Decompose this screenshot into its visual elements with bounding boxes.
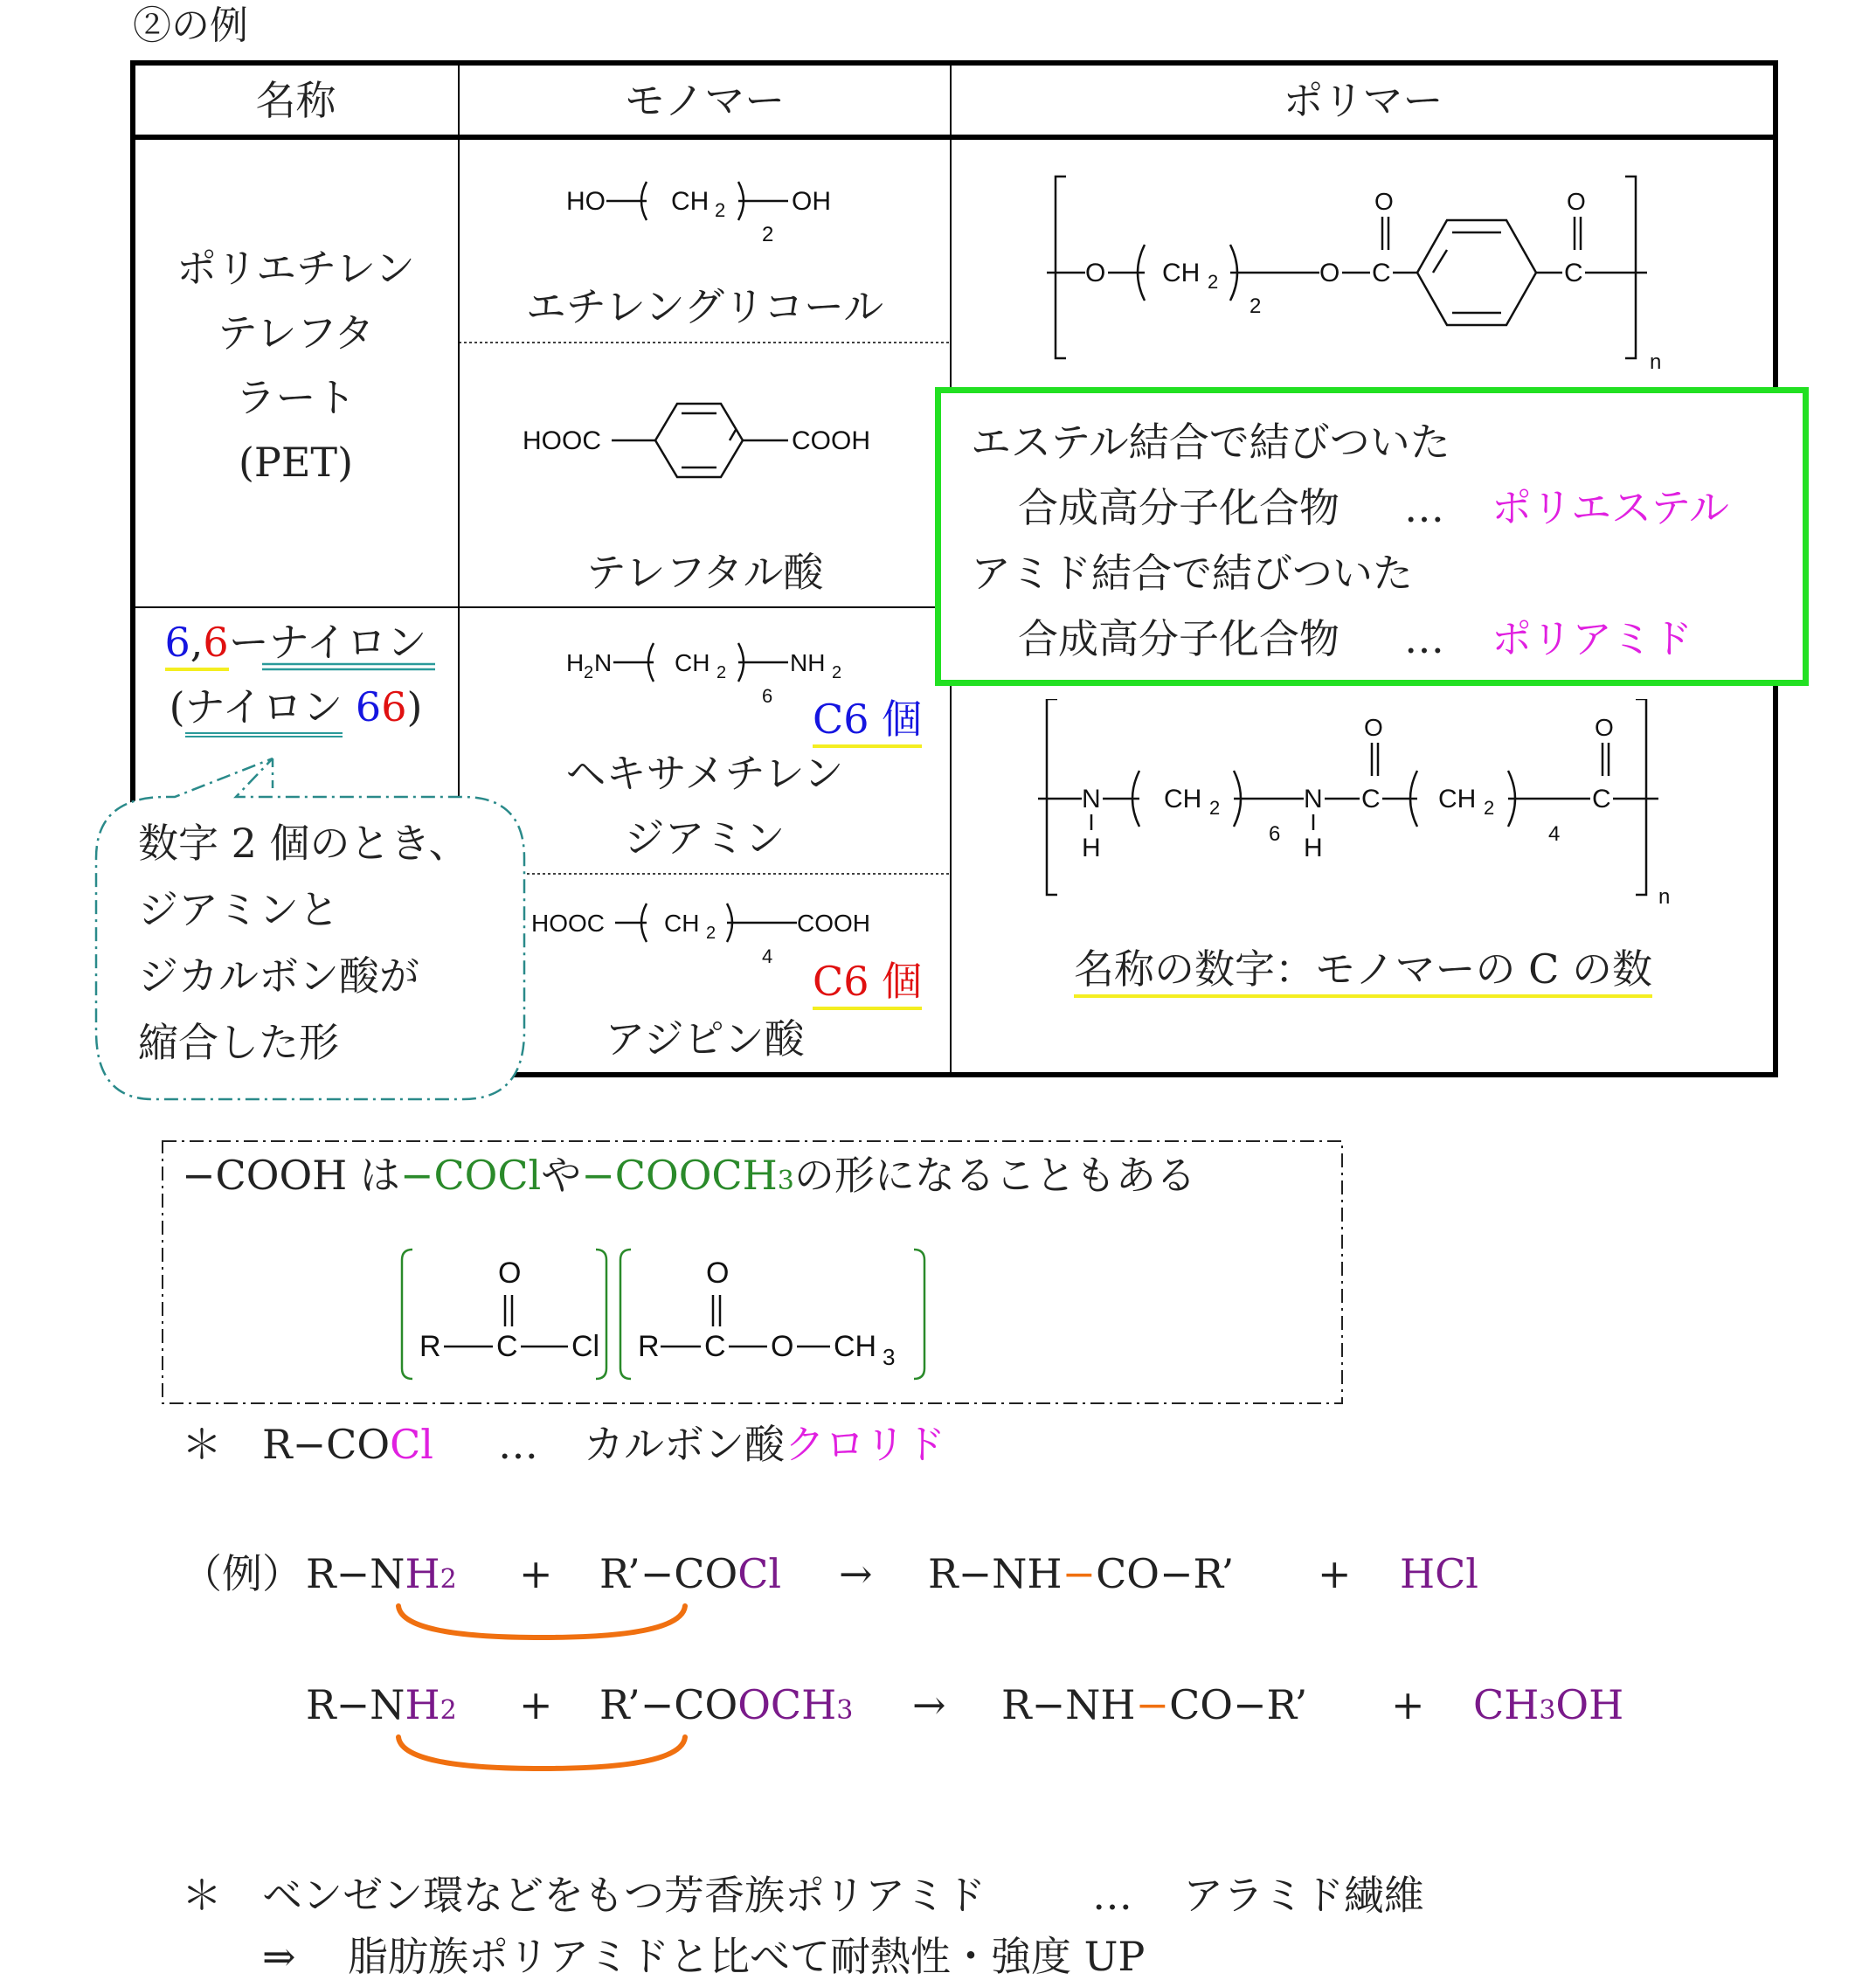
header-name: 名称 [255,77,336,124]
f1-o: O [498,1257,522,1290]
rxn2-h-sub: 2 [440,1695,457,1726]
pet-name-line: ポリエチレン [176,245,415,292]
ethylene-glycol-name: エチレングリコール [525,283,884,330]
callout-line: ジカルボン酸が [138,952,419,1000]
f1-r: R [419,1330,441,1363]
amide-compound: 合成高分子化合物 [1018,615,1340,662]
note3-arrow: ⇒ [262,1933,296,1980]
aramid-fiber-text: アラミド繊維 [1183,1872,1424,1919]
pet-name-line: (PET) [238,439,354,486]
hmda-ch: CH [675,649,710,676]
nylon-polymer-structure [1031,699,1678,917]
aa-ch-sub: 2 [706,924,716,943]
rxn2-rn: R−N [306,1681,405,1728]
polyamide-term: ポリアミド [1492,615,1693,662]
pet-o1: O [1085,259,1106,287]
f2-o: O [706,1257,730,1290]
polymer-type-box [935,387,1809,686]
rxn2-cor: CO−R’ [1169,1681,1308,1728]
pet-ch: CH [1162,259,1201,287]
ester-dots: … [1404,484,1444,531]
terephthalic-acid-name: テレフタル酸 [585,549,824,596]
acyl-structures [393,1241,952,1389]
ny-ch1: CH [1164,785,1202,813]
cooh-text: −COOH は [182,1152,400,1199]
polyester-term: ポリエステル [1492,484,1729,531]
rxn1-plus: + [519,1550,553,1597]
ester-line: エステル結合で結びついた [971,419,1450,466]
hmda-h: H [566,649,585,676]
pet-o2: O [1319,259,1340,287]
nylon-66b: 6 [381,683,407,730]
rxn1-arrow: → [839,1550,873,1597]
ny-n6: 6 [1269,822,1281,846]
acid-chloride-note [262,1421,434,1468]
paren-close: ) [406,683,423,730]
hmda-name-line1: ヘキサメチレン [565,750,844,797]
rxn1-cor: CO−R’ [1096,1550,1235,1597]
callout-line: 縮合した形 [138,1019,339,1066]
hmda-name-line2: ジアミン [624,814,786,862]
rxn2-elimination-arc [384,1730,699,1783]
rxn2-plus: + [519,1681,553,1728]
ny-ch2-sub: 2 [1484,797,1495,819]
ny-h2: H [1304,834,1323,862]
carboxylic-text: カルボン酸 [584,1421,785,1468]
pet-n2: 2 [1250,294,1262,318]
rxn1-cl: Cl [737,1550,782,1597]
eg-ch-sub: 2 [715,199,726,221]
ny-c1: C [1361,785,1381,813]
ta-left: HOOC [523,426,601,455]
rxn1-elimination-arc [384,1599,699,1651]
ny-n1: N [1082,785,1101,813]
nylon-number-note [951,945,1776,993]
rxn2-plus2: + [1391,1681,1425,1728]
header-polymer: ポリマー [1283,77,1443,124]
pet-o-top2: O [1567,188,1586,215]
eg-ch: CH [671,187,710,216]
cl-text: Cl [390,1421,434,1468]
ny-c2: C [1592,785,1611,813]
aa-ch: CH [664,910,700,937]
f2-r: R [638,1330,660,1363]
f1-c: C [496,1330,518,1363]
ny-ch2: CH [1438,785,1477,813]
hmda-h-sub: 2 [584,663,594,682]
rco-text: R−CO [262,1421,391,1468]
rxn1-bond: − [1062,1550,1097,1597]
strength-note: 脂肪族ポリアミドと比べて耐熱性・強度 UP [348,1933,1146,1980]
pet-ch-sub: 2 [1208,271,1219,293]
note1-dots: … [498,1421,538,1468]
acid-chloride-name [584,1421,945,1468]
nylon-66a: 6 [355,683,382,730]
nylon-6b: 6 [203,619,228,671]
rxn2-h: H [405,1681,440,1728]
rxn2-och: OCH [737,1681,837,1728]
rxn1-amine [306,1550,457,1597]
rxn1-rnh: R−NH [928,1550,1063,1597]
ta-right: COOH [792,426,870,455]
rxn2-ch: CH [1473,1681,1540,1728]
ny-o2: O [1595,714,1614,741]
eg-oh: OH [792,187,831,216]
pet-n: n [1650,350,1662,374]
note2-dots: … [1092,1872,1132,1919]
amide-line: アミド結合で結びついた [971,550,1413,597]
section-heading: ②の例 [133,3,248,48]
rxn1-hcl: HCl [1400,1550,1479,1597]
rxn2-rnh: R−NH [1001,1681,1136,1728]
star-1: ＊ [182,1421,222,1468]
aa-n4: 4 [762,945,773,967]
rxn1-amide [928,1550,1235,1597]
pet-o-top1: O [1374,188,1394,215]
cooch3-sub: 3 [777,1166,794,1196]
derivative-text [182,1152,1196,1199]
rxn1-rn: R−N [306,1550,405,1597]
rxn1-h-sub: 2 [440,1564,457,1595]
star-2: ＊ [182,1872,222,1919]
hmda-n: N [594,649,613,676]
adipic-acid-name: アジピン酸 [605,1015,805,1063]
form-text: の形になることもある [793,1152,1196,1199]
nylon-note-text: 名称の数字：モノマーの C の数 [1074,945,1652,998]
hmda-nh: NH [790,649,826,676]
aa-count-text: C6 個 [813,958,922,1010]
rxn2-oh: OH [1555,1681,1624,1728]
pet-c2: C [1564,259,1583,287]
ester-compound: 合成高分子化合物 [1018,484,1340,531]
ny-ch1-sub: 2 [1209,797,1221,819]
rxn2-och-sub: 3 [836,1695,854,1726]
ny-o1: O [1364,714,1383,741]
aa-right: COOH [797,910,870,937]
nylon-comma: , [190,619,204,671]
pet-name-line: テレフタ [217,309,375,357]
hmda-nh-sub: 2 [832,663,842,682]
ny-n: n [1658,885,1671,909]
chloride-text: クロリド [785,1421,945,1468]
rxn2-arrow: → [912,1681,946,1728]
ny-h1: H [1082,834,1101,862]
ya-text: や [541,1152,582,1199]
rxn2-rco: R’−CO [599,1681,738,1728]
rxn1-plus2: + [1318,1550,1352,1597]
amide-dots: … [1404,615,1444,662]
hmda-ch-sub: 2 [716,663,727,682]
nylon-6a: 6 [165,619,190,671]
aromatic-polyamide-text: ベンゼン環などをもつ芳香族ポリアミド [262,1872,986,1919]
rxn1-acyl [599,1550,782,1597]
rxn1-rco: R’−CO [599,1550,738,1597]
rxn2-bond: − [1135,1681,1170,1728]
f2-ch: CH [834,1330,877,1363]
callout-line: ジアミンと [138,886,339,933]
paren-open: ( [169,683,185,730]
hmda-count-text: C6 個 [813,696,922,748]
aa-left: HOOC [531,910,605,937]
hmda-n6: 6 [762,685,773,707]
nylon-dash: ーナイロン [228,619,427,666]
callout-line: 数字 2 個のとき、 [138,820,469,867]
f2-o2: O [771,1330,794,1363]
cooch3-text: −COOCH [581,1152,778,1199]
nylon-word: ナイロン [185,683,343,737]
example-label: （例） [182,1550,302,1597]
ny-n2: N [1304,785,1323,813]
rxn1-h: H [405,1550,440,1597]
pet-c1: C [1372,259,1391,287]
f2-c: C [704,1330,726,1363]
header-monomer: モノマー [624,77,786,124]
rxn2-amide [1001,1681,1308,1728]
rxn2-ester [599,1681,854,1728]
eg-n: 2 [762,223,774,246]
cocl-text: −COCl [399,1152,542,1199]
hmda-carbon-count [813,696,923,743]
f2-sub: 3 [883,1344,896,1370]
pet-name-line: ラート [235,374,357,421]
rxn2-methanol [1473,1681,1624,1728]
aa-carbon-count [813,958,923,1005]
eg-ho: HO [566,187,606,216]
f1-cl: Cl [571,1330,600,1363]
rxn2-amine [306,1681,457,1728]
rxn2-ch-sub: 3 [1539,1695,1556,1726]
ny-n4: 4 [1548,822,1561,846]
